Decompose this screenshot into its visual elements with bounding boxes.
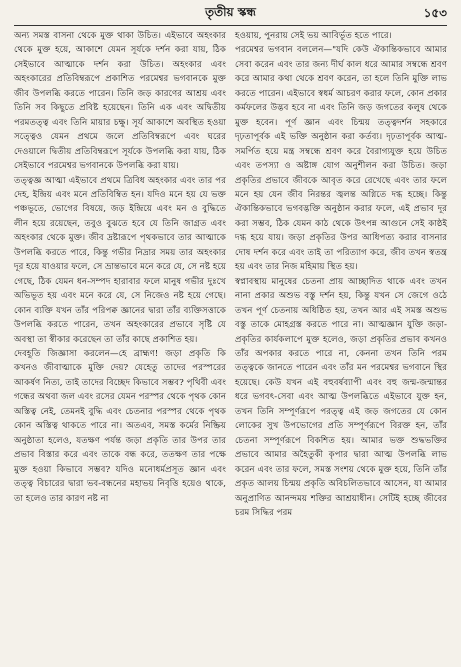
page-header: [14, 4, 447, 24]
paragraph: তত্ত্বজ্ঞ আত্মা এইভাবে প্রথমে ত্রিবিধ অহংকার এবং তার পর দেহ, ইন্দ্রিয় এবং মনে প্রতিবিম্বিত হন। যদিও মনে হয় যে ভক্ত পঞ্চভূতে, ভোগের বিষয়ে, জড় ইন্দ্রিয়ে এবং মন ও বুদ্ধিতে লীন হয়ে রয়েছেন, তবুও বুঝতে হবে যে তিনি জাগ্রত এবং অহংকার থেকে মুক্ত। জীব দ্রষ্টারূপে পৃথকভাবে তার আত্মাকে উপলব্ধি করতে পারে, কিন্তু গভীর নিদ্রার সময় তার অহংকার দূর হয়ে যাওয়ার ফলে, সে ভ্রান্তভাবে মনে করে যে, সে নষ্ট হয়ে গেছে, ঠিক যেমন ধন-সম্পদ হারাবার ফলে মানুষ গভীর দুঃখে অভিভূত হয় এবং মনে করে যে, সে নিজেও নষ্ট হয়ে গেছে। কোন ব্যক্তি যখন তাঁর পরিপক্ব জ্ঞানের দ্বারা তাঁর ব্যক্তিসত্তাকে উপলব্ধি করতে পারেন, তখন অহংকারের প্রভাবে সৃষ্টি যে অবস্থা তা স্বীকার করেছেন তা তাঁর কাছে প্রকাশিত হয়।: [14, 175, 226, 345]
header-rule: [14, 25, 447, 26]
right-column: [235, 29, 447, 520]
paragraph: দেবহূতি জিজ্ঞাসা করলেন—হে ব্রাহ্মণ! জড়া প্রকৃতি কি কখনও জীবাত্মাকে মুক্তি দেয়? যেহেতু তাদের পরস্পরের আকর্ষণ নিত্য, তাই তাদের বিচ্ছেদ কিভাবে সম্ভব? পৃথিবী এবং গন্ধের অথবা জল এবং রসের যেমন পরস্পর থেকে পৃথক কোন অস্তিত্ব নেই, তেমনই বুদ্ধি এবং চেতনার পরস্পর থেকে পৃথক কোন অস্তিত্ব থাকতে পারে না। অতএব, সমস্ত কর্মের নিষ্ক্রিয় অনুষ্ঠাতা হলেও, যতক্ষণ পর্যন্ত জড়া প্রকৃতি তার উপর তার প্রভাব বিস্তার করে এবং তাকে বন্ধ করে, ততক্ষণ তার পক্ষে মুক্ত হওয়া কিভাবে সম্ভব? যদিও মনোধর্মপ্রসূত জ্ঞান এবং তত্ত্ব বিচারের দ্বারা ভব-বন্ধনের মহাভয় নিবৃত্তি হয়েও থাকে, তা হলেও তার কারণ নষ্ট না: [14, 348, 227, 504]
page-number: ১৫৩: [423, 6, 447, 20]
left-column: [14, 29, 226, 506]
paragraph: অন্য সমস্ত বাসনা থেকে মুক্ত থাকা উচিত। এইভাবে অহংকার থেকে মুক্ত হয়ে, আকাশে যেমন সূর্যকে দর্শন করা যায়, ঠিক সেইভাবে আত্মাকে দর্শন করা উচিত। অহংকার এবং অহংকারের প্রতিবিম্বরূপে প্রকাশিত পরমেশ্বর ভগবানকে মুক্ত জীব উপলব্ধি করতে পারেন। তিনি জড় কারণের আশ্রয় এবং তিনি সব কিছুতে প্রবিষ্ট হয়েছেন। তিনি এক এবং অদ্বিতীয় পরমতত্ত্ব এবং তিনি মায়ার চক্ষু। সূর্য আকাশে অবস্থিত হওয়া সত্ত্বেও যেমন প্রথমে জলে প্রতিবিম্বরূপে এবং ঘরের দেওয়ালে দ্বিতীয় প্রতিবিম্বরূপে সূর্যকে উপলব্ধি করা যায়, ঠিক সেইভাবে পরমেশ্বর ভগবানকে উপলব্ধি করা যায়।: [14, 31, 226, 172]
paragraph: পরমেশ্বর ভগবান বললেন—"যদি কেউ ঐকান্তিকভাবে আমার সেবা করেন এবং তার জন্য দীর্ঘ কাল ধরে আমার সম্বন্ধে শ্রবণ করে আমার কথা থেকে শ্রবণ করেন, তা হলে তিনি মুক্তি লাভ করতে পারেন। এইভাবে স্বধর্ম আচরণ করার ফলে, কোন প্রকার কর্মফলের উদ্ভব হবে না এবং তিনি জড় জগতের কলুষ থেকে মুক্ত হবেন। পূর্ণ জ্ঞান এবং চিন্ময় তত্ত্বদর্শন সহকারে দৃঢ়তাপূর্বক এই ভক্তি অনুষ্ঠান করা কর্তব্য। দৃঢ়তাপূর্বক আত্ম-সমর্পিত হয়ে মন্ত্র সম্বন্ধে শ্রবণ করে বৈরাগ্যযুক্ত হয়ে উচিত এবং তপস্যা ও অষ্টাঙ্গ যোগ অনুশীলন করা উচিত। জড়া প্রকৃতির প্রভাবে জীবকে আবৃত করে রেখেছে এবং তার ফলে মনে হয় যেন জীব নিরন্তর জ্বলন্ত অগ্নিতে দগ্ধ হচ্ছে। কিন্তু ঐকান্তিকভাবে ভগবদ্ভক্তি অনুষ্ঠান করার ফলে, এই প্রভাব দূর করা সম্ভব, ঠিক যেমন কাঠ থেকে উৎপন্ন আগুনে সেই কাষ্ঠই দগ্ধ হয়ে যায়। জড়া প্রকৃতির উপর আধিপত্য করার বাসনার দোষ দর্শন করে এবং তাই তা পরিত্যাগ করে, জীব তখন স্বতন্ত্র হয় এবং তার নিজ মহিমায় স্থিত হয়।: [235, 45, 447, 273]
paragraph: স্বপ্নাবস্থায় মানুষের চেতনা প্রায় আচ্ছাদিত থাকে এবং তখন নানা প্রকার অশুভ বস্তু দর্শন হয়, কিন্তু যখন সে জেগে ওঠে তখন পূর্ণ চেতনায় অধিষ্ঠিত হয়, তখন আর এই সমস্ত অশুভ বস্তু তাকে মোহগ্রস্ত করতে পারে না। আত্মজ্ঞান যুক্তি জড়া-প্রকৃতির কার্যকলাপে মুক্ত হলেও, জড়া প্রকৃতির প্রভাব কখনও তাঁর অপকার করতে পারে না, কেননা তখন তিনি পরম তত্ত্বকে জানতে পারেন এবং তাঁর মন পরমেশ্বর ভগবানে স্থির হয়েছে। কেউ যখন এই বহুবর্ষব্যাপী এবং বহু জন্ম-জন্মান্তর ধরে ভগবৎ-সেবা এবং আত্ম উপলব্ধিতে এইভাবে যুক্ত হন, তখন তিনি সম্পূর্ণরূপে পরত্ত্ব এই জড় জগতের যে কোন লোকের সুখ উপভোগের প্রতি সম্পূর্ণরূপে বিরক্ত হন, তাঁর চেতনা সম্পূর্ণরূপে বিকশিত হয়। আমার ভক্ত শুদ্ধভক্তির প্রভাবে আমার অহৈতুকী কৃপার দ্বারা আত্ম উপলব্ধি লাভ করেন এবং তার ফলে, সমস্ত সংশয় থেকে মুক্ত হয়ে, তিনি তাঁর প্রকৃত আলয় চিন্ময় প্রকৃতি অবিচলিতভাবে আসেন, যা আমার অনুপ্রাণিত আনন্দময় শক্তির আশ্রয়াধীন। সেটিই হচ্ছে জীবের চরম সিদ্ধির পরম: [235, 276, 447, 518]
running-head: তৃতীয় স্কন্ধ: [205, 5, 256, 19]
paragraph: হওয়ায়, পুনরায় সেই ভয় আবির্ভূত হতে পারে।: [235, 31, 392, 41]
